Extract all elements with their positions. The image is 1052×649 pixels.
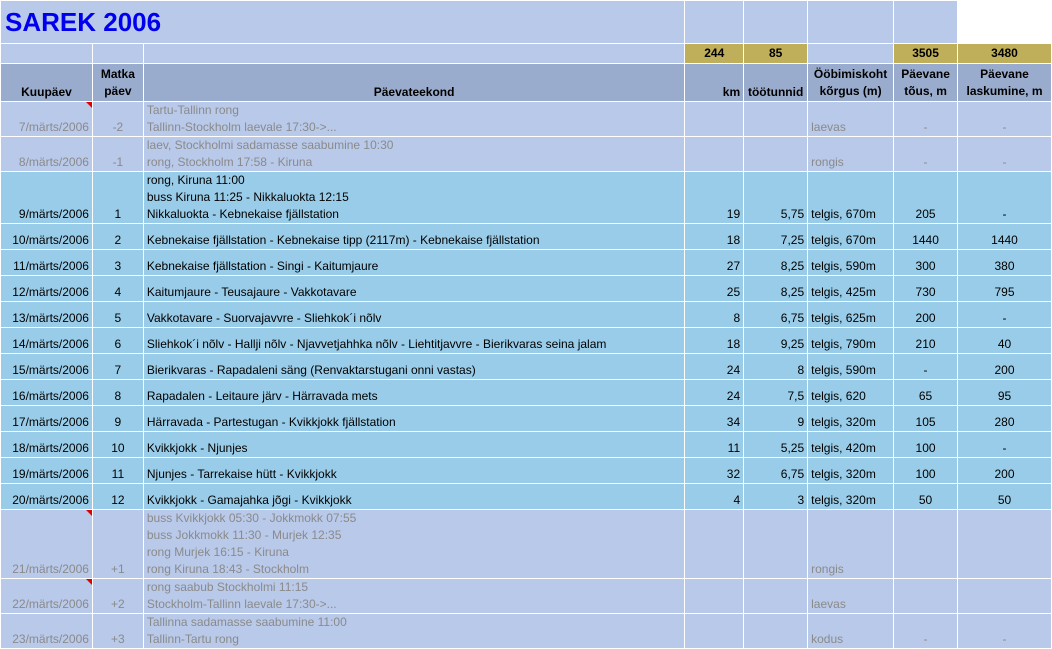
ascent-cell[interactable]: 730: [894, 276, 958, 302]
date-cell[interactable]: 20/märts/2006: [1, 484, 93, 510]
hours-cell[interactable]: [744, 579, 808, 614]
km-cell[interactable]: [685, 614, 744, 649]
header-day-line1: Matka: [100, 67, 135, 81]
route-line: Kvikkjokk - Gamajahka jõgi - Kvikkjokk: [146, 493, 352, 507]
ascent-cell[interactable]: 65: [894, 380, 958, 406]
route-cell[interactable]: [143, 458, 685, 484]
day-cell[interactable]: -2: [92, 102, 143, 137]
route-line: rong Kiruna 18:43 - Stockholm: [146, 562, 309, 576]
camp-cell[interactable]: telgis, 790m: [808, 328, 894, 354]
day-cell[interactable]: 5: [92, 302, 143, 328]
route-cell[interactable]: [143, 432, 685, 458]
header-ascent-line2: tõus, m: [904, 84, 947, 98]
hours-cell[interactable]: 9,25: [744, 328, 808, 354]
descent-cell[interactable]: -: [958, 614, 1052, 649]
route-cell[interactable]: [143, 614, 685, 649]
route-line: Vakkotavare - Suorvajavvre - Sliehkok´i nõlv: [146, 311, 382, 325]
route-line: Kebnekaise fjällstation - Singi - Kaitumjaure: [146, 259, 379, 273]
table-row: [1, 380, 1052, 406]
hours-cell[interactable]: 6,75: [744, 458, 808, 484]
day-cell[interactable]: +2: [92, 579, 143, 614]
km-cell[interactable]: 19: [685, 172, 744, 224]
total-hours[interactable]: 85: [744, 44, 808, 64]
camp-cell[interactable]: telgis, 620: [808, 380, 894, 406]
header-date[interactable]: [1, 64, 93, 102]
hours-cell[interactable]: 7,5: [744, 380, 808, 406]
route-cell[interactable]: [143, 102, 685, 137]
header-date-label: Kuupäev: [21, 85, 72, 99]
day-cell[interactable]: 7: [92, 354, 143, 380]
camp-cell[interactable]: telgis, 320m: [808, 484, 894, 510]
table-row: [1, 579, 1052, 614]
header-route-label: Päevateekond: [373, 85, 455, 99]
day-cell[interactable]: 8: [92, 380, 143, 406]
cell[interactable]: [744, 1, 808, 44]
total-km[interactable]: 244: [685, 44, 744, 64]
route-line: Stockholm-Tallinn laevale 17:30->...: [146, 597, 337, 611]
camp-cell[interactable]: laevas: [808, 102, 894, 137]
hours-cell[interactable]: 5,75: [744, 172, 808, 224]
descent-cell[interactable]: -: [958, 137, 1052, 172]
header-route[interactable]: [143, 64, 685, 102]
route-cell[interactable]: [143, 579, 685, 614]
route-cell[interactable]: [143, 250, 685, 276]
date-cell[interactable]: 8/märts/2006: [1, 137, 93, 172]
total-ascent[interactable]: 3505: [894, 44, 958, 64]
hours-cell[interactable]: [744, 137, 808, 172]
day-cell[interactable]: +1: [92, 510, 143, 579]
header-descent-line1: Päevane: [980, 67, 1029, 81]
descent-cell[interactable]: 50: [958, 484, 1052, 510]
table-row: [1, 432, 1052, 458]
descent-cell[interactable]: 1440: [958, 224, 1052, 250]
header-camp[interactable]: [808, 64, 894, 102]
route-line: rong, Kiruna 11:00: [146, 173, 245, 187]
header-day-line2: päev: [104, 84, 132, 98]
route-cell[interactable]: [143, 137, 685, 172]
date-cell[interactable]: 16/märts/2006: [1, 380, 93, 406]
table-row: [1, 328, 1052, 354]
cell[interactable]: [685, 1, 744, 44]
route-line: Härravada - Partestugan - Kvikkjokk fjällstation: [146, 415, 396, 429]
km-cell[interactable]: 18: [685, 328, 744, 354]
km-cell[interactable]: 11: [685, 432, 744, 458]
route-cell[interactable]: [143, 406, 685, 432]
km-cell[interactable]: [685, 137, 744, 172]
table-row: [1, 102, 1052, 137]
header-camp-line2: kõrgus (m): [819, 84, 882, 98]
table-row: [1, 137, 1052, 172]
camp-cell[interactable]: telgis, 320m: [808, 406, 894, 432]
date-cell[interactable]: 22/märts/2006: [1, 579, 93, 614]
date-cell[interactable]: 15/märts/2006: [1, 354, 93, 380]
ascent-cell[interactable]: 100: [894, 458, 958, 484]
ascent-cell[interactable]: -: [894, 102, 958, 137]
descent-cell[interactable]: 95: [958, 380, 1052, 406]
route-line: Kebnekaise fjällstation - Kebnekaise tipp (2117m) - Kebnekaise fjällstation: [146, 233, 540, 247]
date-cell[interactable]: 13/märts/2006: [1, 302, 93, 328]
route-line: Tallinn-Stockholm laevale 17:30->...: [146, 120, 337, 134]
route-line: Tallinn-Tartu rong: [146, 632, 239, 646]
camp-cell[interactable]: telgis, 625m: [808, 302, 894, 328]
descent-cell[interactable]: [958, 579, 1052, 614]
camp-cell[interactable]: telgis, 590m: [808, 354, 894, 380]
km-cell[interactable]: 18: [685, 224, 744, 250]
route-cell[interactable]: [143, 172, 685, 224]
ascent-cell[interactable]: 100: [894, 432, 958, 458]
total-descent[interactable]: 3480: [958, 44, 1052, 64]
hours-cell[interactable]: [744, 102, 808, 137]
route-line: Njunjes - Tarrekaise hütt - Kvikkjokk: [146, 467, 337, 481]
ascent-cell[interactable]: 1440: [894, 224, 958, 250]
table-row: [1, 302, 1052, 328]
cell[interactable]: [1, 44, 93, 64]
route-line: rong Murjek 16:15 - Kiruna: [146, 545, 289, 559]
descent-cell[interactable]: 200: [958, 458, 1052, 484]
cell[interactable]: [894, 1, 958, 44]
day-cell[interactable]: 11: [92, 458, 143, 484]
cell[interactable]: [92, 44, 143, 64]
date-cell[interactable]: 12/märts/2006: [1, 276, 93, 302]
ascent-cell[interactable]: 200: [894, 302, 958, 328]
descent-cell[interactable]: 40: [958, 328, 1052, 354]
descent-cell[interactable]: -: [958, 432, 1052, 458]
day-cell[interactable]: 12: [92, 484, 143, 510]
day-cell[interactable]: 2: [92, 224, 143, 250]
date-cell[interactable]: 21/märts/2006: [1, 510, 93, 579]
date-cell[interactable]: 19/märts/2006: [1, 458, 93, 484]
camp-cell[interactable]: laevas: [808, 579, 894, 614]
route-cell[interactable]: [143, 380, 685, 406]
table-row: [1, 458, 1052, 484]
route-line: Kvikkjokk - Njunjes: [146, 441, 248, 455]
route-cell[interactable]: [143, 302, 685, 328]
camp-cell[interactable]: rongis: [808, 137, 894, 172]
hours-cell[interactable]: [744, 614, 808, 649]
route-line: Kaitumjaure - Teusajaure - Vakkotavare: [146, 285, 357, 299]
date-cell[interactable]: 23/märts/2006: [1, 614, 93, 649]
day-cell[interactable]: 4: [92, 276, 143, 302]
header-km-label: km: [722, 85, 741, 99]
cell[interactable]: [808, 44, 894, 64]
descent-cell[interactable]: 280: [958, 406, 1052, 432]
cell[interactable]: [958, 1, 1052, 44]
date-cell[interactable]: 18/märts/2006: [1, 432, 93, 458]
ascent-cell[interactable]: 50: [894, 484, 958, 510]
route-cell[interactable]: [143, 484, 685, 510]
table-row: [1, 354, 1052, 380]
route-cell[interactable]: [143, 510, 685, 579]
descent-cell[interactable]: -: [958, 172, 1052, 224]
route-line: Rapadalen - Leitaure järv - Härravada mets: [146, 389, 378, 403]
table-row: [1, 484, 1052, 510]
date-cell[interactable]: 14/märts/2006: [1, 328, 93, 354]
route-line: Tartu-Tallinn rong: [146, 103, 239, 117]
day-cell[interactable]: +3: [92, 614, 143, 649]
route-line: buss Jokkmokk 11:30 - Murjek 12:35: [146, 528, 342, 542]
header-descent-line2: laskumine, m: [966, 84, 1043, 98]
cell[interactable]: [808, 1, 894, 44]
date-cell[interactable]: 10/märts/2006: [1, 224, 93, 250]
km-cell[interactable]: 25: [685, 276, 744, 302]
day-cell[interactable]: 1: [92, 172, 143, 224]
hours-cell[interactable]: 6,75: [744, 302, 808, 328]
table-row: [1, 276, 1052, 302]
camp-cell[interactable]: telgis, 670m: [808, 224, 894, 250]
hours-cell[interactable]: [744, 510, 808, 579]
km-cell[interactable]: 27: [685, 250, 744, 276]
km-cell[interactable]: 32: [685, 458, 744, 484]
day-cell[interactable]: 3: [92, 250, 143, 276]
route-line: rong, Stockholm 17:58 - Kiruna: [146, 155, 313, 169]
camp-cell[interactable]: telgis, 425m: [808, 276, 894, 302]
ascent-cell[interactable]: [894, 579, 958, 614]
header-row: [1, 64, 1052, 102]
hours-cell[interactable]: 3: [744, 484, 808, 510]
day-cell[interactable]: -1: [92, 137, 143, 172]
camp-cell[interactable]: telgis, 320m: [808, 458, 894, 484]
route-line: rong saabub Stockholmi 11:15: [146, 580, 309, 594]
hours-cell[interactable]: 8,25: [744, 276, 808, 302]
header-descent[interactable]: [958, 64, 1052, 102]
ascent-cell[interactable]: 205: [894, 172, 958, 224]
camp-cell[interactable]: kodus: [808, 614, 894, 649]
hours-cell[interactable]: 7,25: [744, 224, 808, 250]
ascent-cell[interactable]: -: [894, 354, 958, 380]
hours-cell[interactable]: 8,25: [744, 250, 808, 276]
header-ascent-line1: Päevane: [901, 67, 950, 81]
cell[interactable]: [143, 44, 685, 64]
hours-cell[interactable]: 5,25: [744, 432, 808, 458]
route-line: Tallinna sadamasse saabumine 11:00: [146, 615, 347, 629]
date-cell[interactable]: 7/märts/2006: [1, 102, 93, 137]
header-hours[interactable]: [744, 64, 808, 102]
ascent-cell[interactable]: 210: [894, 328, 958, 354]
table-row: [1, 172, 1052, 224]
route-line: Sliehkok´i nõlv - Hallji nõlv - Njavvetjahhka nõlv - Liehtitjavvre - Bierikvaras seina jalam: [146, 337, 607, 351]
header-day[interactable]: [92, 64, 143, 102]
hours-cell[interactable]: 8: [744, 354, 808, 380]
km-cell[interactable]: [685, 102, 744, 137]
km-cell[interactable]: 24: [685, 380, 744, 406]
route-cell[interactable]: [143, 328, 685, 354]
table-row: [1, 224, 1052, 250]
descent-cell[interactable]: 380: [958, 250, 1052, 276]
day-cell[interactable]: 9: [92, 406, 143, 432]
camp-cell[interactable]: rongis: [808, 510, 894, 579]
km-cell[interactable]: 24: [685, 354, 744, 380]
route-cell[interactable]: [143, 276, 685, 302]
km-cell[interactable]: [685, 579, 744, 614]
km-cell[interactable]: 34: [685, 406, 744, 432]
route-line: Bierikvaras - Rapadaleni säng (Renvaktarstugani onni vastas): [146, 363, 476, 377]
descent-cell[interactable]: -: [958, 302, 1052, 328]
ascent-cell[interactable]: 300: [894, 250, 958, 276]
km-cell[interactable]: 4: [685, 484, 744, 510]
route-line: buss Kiruna 11:25 - Nikkaluokta 12:15: [146, 190, 349, 204]
day-cell[interactable]: 6: [92, 328, 143, 354]
header-hours-label: töötunnid: [747, 85, 804, 99]
table-row: [1, 614, 1052, 649]
date-cell[interactable]: 11/märts/2006: [1, 250, 93, 276]
header-km[interactable]: [685, 64, 744, 102]
route-cell[interactable]: [143, 224, 685, 250]
ascent-cell[interactable]: [894, 510, 958, 579]
ascent-cell[interactable]: -: [894, 614, 958, 649]
descent-cell[interactable]: 795: [958, 276, 1052, 302]
sheet-title[interactable]: SAREK 2006: [1, 1, 685, 44]
route-cell[interactable]: [143, 354, 685, 380]
date-cell[interactable]: 17/märts/2006: [1, 406, 93, 432]
route-line: buss Kvikkjokk 05:30 - Jokkmokk 07:55: [146, 511, 357, 525]
ascent-cell[interactable]: -: [894, 137, 958, 172]
descent-cell[interactable]: 200: [958, 354, 1052, 380]
table-row: [1, 406, 1052, 432]
header-ascent[interactable]: [894, 64, 958, 102]
km-cell[interactable]: 8: [685, 302, 744, 328]
camp-cell[interactable]: telgis, 420m: [808, 432, 894, 458]
route-line: laev, Stockholmi sadamasse saabumine 10:30: [146, 138, 394, 152]
descent-cell[interactable]: [958, 510, 1052, 579]
ascent-cell[interactable]: 105: [894, 406, 958, 432]
totals-row: [1, 44, 1052, 64]
camp-cell[interactable]: telgis, 670m: [808, 172, 894, 224]
table-row: [1, 250, 1052, 276]
date-cell[interactable]: 9/märts/2006: [1, 172, 93, 224]
title-row: [1, 1, 1052, 44]
header-camp-line1: Ööbimiskoht: [813, 67, 888, 81]
table-row: [1, 510, 1052, 579]
day-cell[interactable]: 10: [92, 432, 143, 458]
km-cell[interactable]: [685, 510, 744, 579]
descent-cell[interactable]: -: [958, 102, 1052, 137]
route-line: Nikkaluokta - Kebnekaise fjällstation: [146, 207, 339, 221]
hours-cell[interactable]: 9: [744, 406, 808, 432]
camp-cell[interactable]: telgis, 590m: [808, 250, 894, 276]
